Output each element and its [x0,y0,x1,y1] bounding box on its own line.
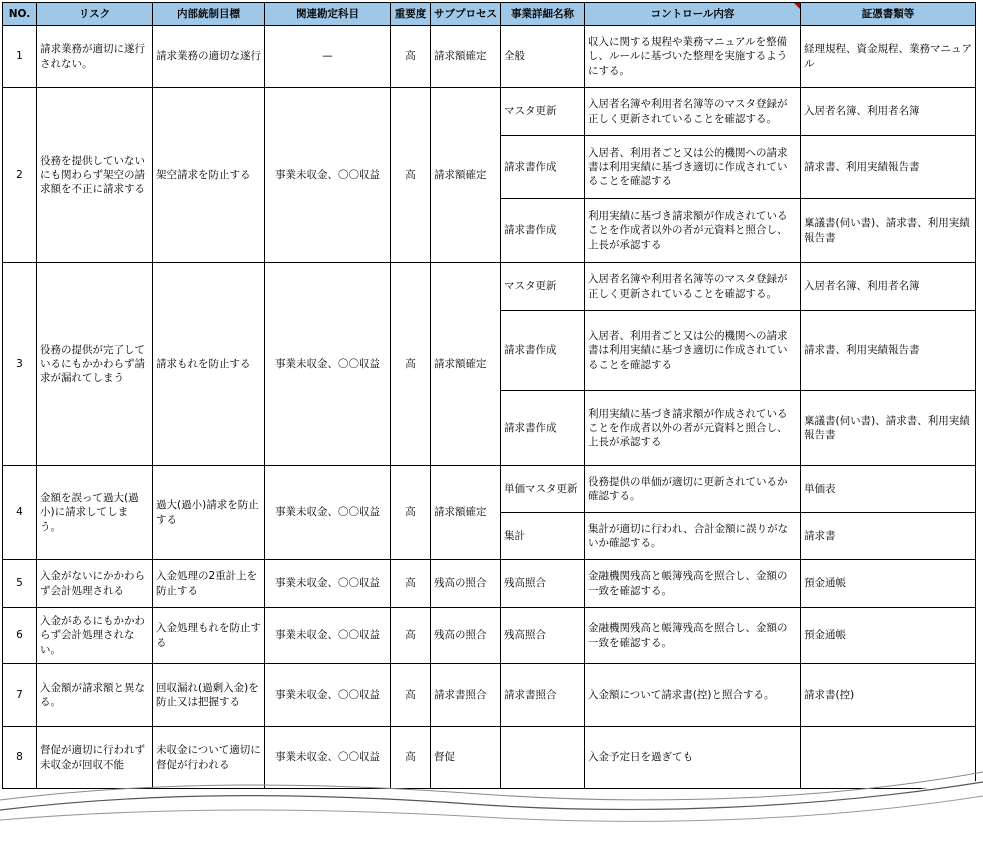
detail-cell: 全般 [501,26,585,88]
account-cell: 事業未収金、〇〇収益 [265,727,391,789]
evidence-cell: 預金通帳 [801,608,976,664]
evidence-cell: 請求書、利用実績報告書 [801,311,976,391]
evidence-cell: 請求書 [801,513,976,560]
header-subprocess: サブプロセス [431,3,501,26]
control-cell: 利用実績に基づき請求額が作成されていることを作成者以外の者が元資料と照合し、上長が承認する [585,391,801,466]
subprocess-cell: 残高の照合 [431,560,501,608]
evidence-cell: 単価表 [801,466,976,513]
control-cell: 入居者名簿や利用者名簿等のマスタ登録が正しく更新されていることを確認する。 [585,263,801,311]
tear-line-back [0,772,983,800]
detail-cell: 残高照合 [501,560,585,608]
account-cell: 事業未収金、〇〇収益 [265,560,391,608]
table-row [3,608,976,664]
header-related-account: 関連勘定科目 [265,3,391,26]
importance-cell: 高 [391,88,431,263]
subprocess-cell: 請求書照合 [431,664,501,727]
risk-cell: 入金があるにもかかわらず会計処理されない。 [37,608,153,664]
risk-cell: 請求業務が適切に遂行されない。 [37,26,153,88]
goal-cell: 回収漏れ(過剰入金)を防止又は把握する [153,664,265,727]
detail-cell: 単価マスタ更新 [501,466,585,513]
row-no: 4 [3,466,37,560]
risk-cell: 役務の提供が完了しているにもかかわらず請求が漏れてしまう [37,263,153,466]
control-cell: 役務提供の単価が適切に更新されているか確認する。 [585,466,801,513]
header-importance: 重要度 [391,3,431,26]
internal-control-table [2,2,976,789]
table-row [3,26,976,88]
subprocess-cell: 請求額確定 [431,466,501,560]
control-cell: 入居者名簿や利用者名簿等のマスタ登録が正しく更新されていることを確認する。 [585,88,801,136]
evidence-cell: 入居者名簿、利用者名簿 [801,263,976,311]
header-no: NO. [3,3,37,26]
table-row [3,466,976,513]
account-cell: 事業未収金、〇〇収益 [265,664,391,727]
risk-cell: 金額を誤って過大(過小)に請求してしまう。 [37,466,153,560]
control-cell: 入金額について請求書(控)と照合する。 [585,664,801,727]
risk-cell: 役務を提供していないにも関わらず架空の請求額を不正に請求する [37,88,153,263]
evidence-cell: 請求書、利用実績報告書 [801,136,976,199]
goal-cell: 入金処理の2重計上を防止する [153,560,265,608]
importance-cell: 高 [391,466,431,560]
goal-cell: 請求もれを防止する [153,263,265,466]
detail-cell: 請求書作成 [501,199,585,263]
evidence-cell: 預金通帳 [801,560,976,608]
detail-cell: 請求書照合 [501,664,585,727]
goal-cell: 架空請求を防止する [153,88,265,263]
subprocess-cell: 残高の照合 [431,608,501,664]
detail-cell: 請求書作成 [501,391,585,466]
subprocess-cell: 請求額確定 [431,26,501,88]
evidence-cell: 入居者名簿、利用者名簿 [801,88,976,136]
importance-cell: 高 [391,727,431,789]
importance-cell: 高 [391,664,431,727]
subprocess-cell: 請求額確定 [431,263,501,466]
account-cell: 事業未収金、〇〇収益 [265,608,391,664]
importance-cell: 高 [391,608,431,664]
importance-cell: 高 [391,560,431,608]
header-evidence: 証憑書類等 [801,3,976,26]
row-no: 5 [3,560,37,608]
importance-cell: 高 [391,263,431,466]
tear-fill [0,780,983,842]
evidence-cell: 経理規程、資金規程、業務マニュアル [801,26,976,88]
risk-cell: 入金がないにかかわらず会計処理される [37,560,153,608]
torn-page-edge [0,760,983,842]
risk-cell: 督促が適切に行われず未収金が回収不能 [37,727,153,789]
account-cell: — [265,26,391,88]
header-control-content: コントロール内容 [585,3,801,26]
account-cell: 事業未収金、〇〇収益 [265,88,391,263]
row-no: 2 [3,88,37,263]
row-no: 8 [3,727,37,789]
detail-cell: マスタ更新 [501,263,585,311]
header-row [3,3,976,26]
subprocess-cell: 請求額確定 [431,88,501,263]
row-no: 1 [3,26,37,88]
table-row [3,88,976,136]
goal-cell: 入金処理もれを防止する [153,608,265,664]
control-cell: 利用実績に基づき請求額が作成されていることを作成者以外の者が元資料と照合し、上長が承認する [585,199,801,263]
evidence-cell: 稟議書(伺い書)、請求書、利用実績報告書 [801,391,976,466]
account-cell: 事業未収金、〇〇収益 [265,263,391,466]
control-cell: 集計が適切に行われ、合計金額に誤りがないか確認する。 [585,513,801,560]
subprocess-cell: 督促 [431,727,501,789]
control-cell: 金融機関残高と帳簿残高を照合し、金額の一致を確認する。 [585,560,801,608]
goal-cell: 請求業務の適切な遂行 [153,26,265,88]
risk-cell: 入金額が請求額と異なる。 [37,664,153,727]
control-cell: 収入に関する規程や業務マニュアルを整備し、ルールに基づいた整理を実施するようにする。 [585,26,801,88]
goal-cell: 過大(過小)請求を防止する [153,466,265,560]
importance-cell: 高 [391,26,431,88]
row-no: 3 [3,263,37,466]
detail-cell: 残高照合 [501,608,585,664]
detail-cell: 請求書作成 [501,136,585,199]
control-cell: 入居者、利用者ごと又は公的機関への請求書は利用実績に基づき適切に作成されていることを確認する [585,311,801,391]
control-cell: 入居者、利用者ごと又は公的機関への請求書は利用実績に基づき適切に作成されていることを確認する [585,136,801,199]
detail-cell: 集計 [501,513,585,560]
detail-cell: マスタ更新 [501,88,585,136]
control-cell: 金融機関残高と帳簿残高を照合し、金額の一致を確認する。 [585,608,801,664]
account-cell: 事業未収金、〇〇収益 [265,466,391,560]
goal-cell: 未収金について適切に督促が行われる [153,727,265,789]
control-cell: 入金予定日を過ぎても [585,727,801,789]
header-control-goal: 内部統制目標 [153,3,265,26]
evidence-cell: 稟議書(伺い書)、請求書、利用実績報告書 [801,199,976,263]
header-risk: リスク [37,3,153,26]
table-row [3,560,976,608]
header-business-detail: 事業詳細名称 [501,3,585,26]
table-row [3,263,976,311]
table-row [3,664,976,727]
row-no: 6 [3,608,37,664]
evidence-cell: 請求書(控) [801,664,976,727]
detail-cell: 請求書作成 [501,311,585,391]
row-no: 7 [3,664,37,727]
